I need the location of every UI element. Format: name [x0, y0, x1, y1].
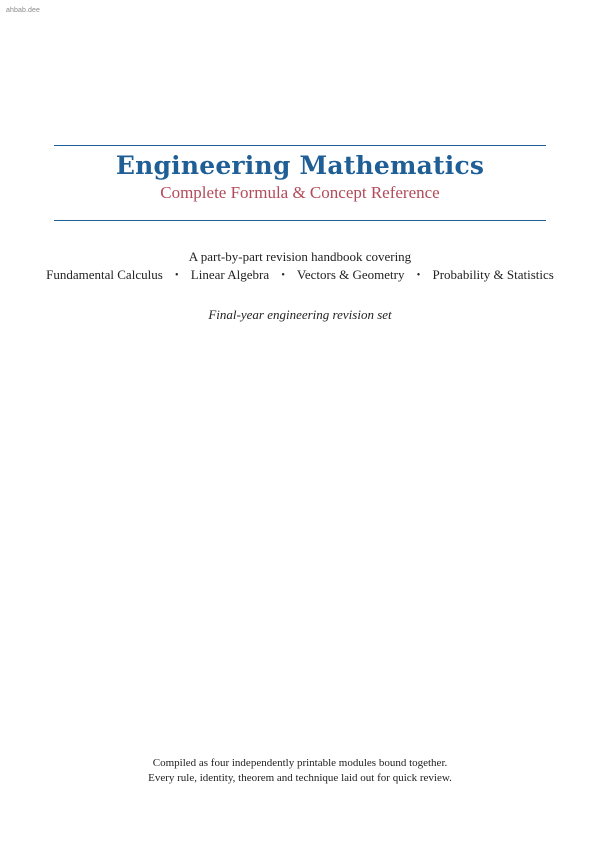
footer-line-1: Compiled as four independently printable modules bound together. — [152, 757, 448, 769]
topic-item: Fundamental Calculus — [46, 267, 163, 282]
title-rule-bottom — [54, 220, 546, 221]
title-rule-top — [54, 145, 546, 146]
bullet-separator: • — [281, 270, 285, 281]
document-title: Engineering Mathematics — [115, 151, 485, 180]
intro-text: A part-by-part revision handbook covering — [188, 249, 412, 264]
footer-note — [0, 756, 600, 786]
bullet-separator: • — [416, 270, 421, 281]
watermark: ahbab.dee — [6, 7, 40, 14]
document-subtitle: Complete Formula & Concept Reference — [160, 183, 440, 202]
topic-list — [0, 267, 600, 283]
bullet-separator: • — [175, 270, 179, 281]
topic-item: Probability & Statistics — [432, 267, 554, 282]
topic-item: Linear Algebra — [190, 267, 270, 282]
topic-item: Vectors & Geometry — [296, 267, 405, 282]
tagline: Final-year engineering revision set — [208, 307, 392, 322]
footer-line-2: Every rule, identity, theorem and technique laid out for quick review. — [148, 772, 452, 784]
